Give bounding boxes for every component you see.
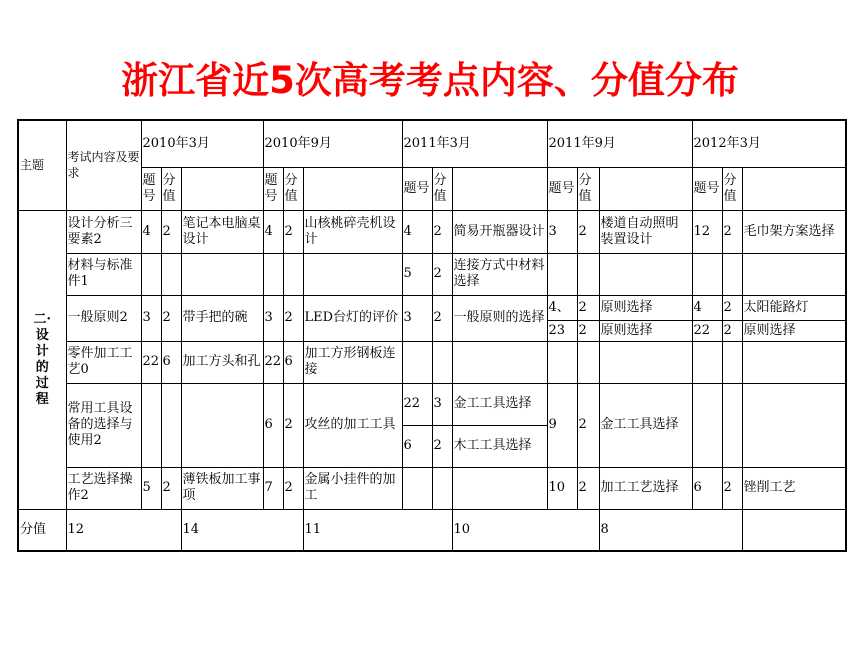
q-no-cell: 23 (547, 320, 577, 341)
score-cell: 6 (283, 341, 303, 383)
score-cell (161, 383, 181, 467)
score-cell: 2 (722, 467, 742, 509)
score-cell: 2 (432, 253, 452, 295)
question-cell (742, 253, 846, 295)
question-cell: 原则选择 (742, 320, 846, 341)
question-cell: 金工工具选择 (599, 383, 692, 467)
question-cell: 锉削工艺 (742, 467, 846, 509)
header-blank (742, 167, 846, 210)
score-cell (722, 383, 742, 467)
score-total-2012-03: 8 (599, 509, 742, 551)
score-total-2011-09: 10 (452, 509, 599, 551)
question-cell: 金工工具选择 (452, 383, 547, 425)
question-cell: 攻丝的加工工具 (303, 383, 402, 467)
question-cell: 原则选择 (599, 295, 692, 320)
score-cell (577, 341, 599, 383)
q-no-cell (547, 341, 577, 383)
score-cell: 2 (577, 210, 599, 253)
q-no-cell: 7 (263, 467, 283, 509)
score-cell (722, 253, 742, 295)
header-score: 分值 (161, 167, 181, 210)
score-cell: 2 (432, 425, 452, 467)
q-no-cell: 3 (263, 295, 283, 341)
topic-char: 的 (35, 359, 49, 375)
q-no-cell (263, 253, 283, 295)
q-no-cell: 5 (141, 467, 161, 509)
q-no-cell (692, 383, 722, 467)
question-cell: 加工方形钢板连接 (303, 341, 402, 383)
q-no-cell (402, 341, 432, 383)
question-cell: 加工工艺选择 (599, 467, 692, 509)
score-cell: 2 (577, 467, 599, 509)
score-cell (432, 341, 452, 383)
question-cell: 薄铁板加工事项 (181, 467, 263, 509)
header-content: 考试内容及要求 (66, 120, 141, 210)
score-cell: 2 (283, 210, 303, 253)
header-year-2011-03: 2011年3月 (402, 120, 547, 167)
score-cell: 2 (432, 295, 452, 341)
score-cell: 2 (577, 383, 599, 467)
q-no-cell: 3 (141, 295, 161, 341)
question-cell: 太阳能路灯 (742, 295, 846, 320)
header-score: 分值 (722, 167, 742, 210)
q-no-cell: 22 (263, 341, 283, 383)
question-cell: 毛巾架方案选择 (742, 210, 846, 253)
topic-char: · (46, 311, 52, 327)
q-no-cell: 6 (263, 383, 283, 467)
q-no-cell (547, 253, 577, 295)
q-no-cell: 12 (692, 210, 722, 253)
header-year-2012-03: 2012年3月 (692, 120, 846, 167)
score-total-2010-09: 14 (181, 509, 303, 551)
question-cell (181, 383, 263, 467)
q-no-cell: 10 (547, 467, 577, 509)
q-no-cell: 4 (141, 210, 161, 253)
table-row (18, 295, 846, 320)
question-cell (303, 253, 402, 295)
topic-char: 二 (33, 311, 47, 327)
header-year-row (18, 120, 846, 167)
score-cell (577, 253, 599, 295)
header-score: 分值 (432, 167, 452, 210)
header-score: 分值 (283, 167, 303, 210)
topic-cell (18, 210, 66, 509)
q-no-cell: 4 (263, 210, 283, 253)
q-no-cell: 3 (547, 210, 577, 253)
score-cell: 2 (161, 467, 181, 509)
score-cell (283, 253, 303, 295)
q-no-cell: 4 (402, 210, 432, 253)
q-no-cell (141, 383, 161, 467)
header-q-no: 题号 (141, 167, 161, 210)
header-year-2010-03: 2010年3月 (141, 120, 263, 167)
question-cell: 一般原则的选择 (452, 295, 547, 341)
header-q-no: 题号 (263, 167, 283, 210)
q-no-cell: 9 (547, 383, 577, 467)
question-cell: LED台灯的评价 (303, 295, 402, 341)
content-cell: 零件加工工艺0 (66, 341, 141, 383)
content-cell: 材料与标准件1 (66, 253, 141, 295)
question-cell: 楼道自动照明装置设计 (599, 210, 692, 253)
table-row (18, 383, 846, 425)
score-cell: 2 (161, 295, 181, 341)
score-total-row (18, 509, 846, 551)
q-no-cell: 22 (141, 341, 161, 383)
table-row (18, 341, 846, 383)
q-no-cell: 4 (692, 295, 722, 320)
score-cell: 2 (577, 320, 599, 341)
page-title: 浙江省近5次高考考点内容、分值分布 (121, 59, 739, 102)
score-label: 分值 (18, 509, 66, 551)
question-cell: 笔记本电脑桌设计 (181, 210, 263, 253)
score-cell: 3 (432, 383, 452, 425)
question-cell (742, 341, 846, 383)
exam-distribution-table (17, 119, 847, 552)
topic-char: 过 (35, 375, 49, 391)
header-score: 分值 (577, 167, 599, 210)
score-cell: 6 (161, 341, 181, 383)
content-cell: 一般原则2 (66, 295, 141, 341)
header-q-no: 题号 (402, 167, 432, 210)
score-cell: 2 (283, 383, 303, 467)
question-cell: 原则选择 (599, 320, 692, 341)
content-cell: 常用工具设备的选择与使用2 (66, 383, 141, 467)
q-no-cell: 6 (692, 467, 722, 509)
q-no-cell: 3 (402, 295, 432, 341)
score-total-2010-03: 12 (66, 509, 181, 551)
table-row (18, 210, 846, 253)
q-no-cell: 6 (402, 425, 432, 467)
table-row (18, 253, 846, 295)
table-row (18, 467, 846, 509)
header-year-2010-09: 2010年9月 (263, 120, 402, 167)
q-no-cell (402, 467, 432, 509)
topic-char: 计 (35, 343, 49, 359)
score-cell (161, 253, 181, 295)
score-cell: 2 (283, 295, 303, 341)
header-blank (303, 167, 402, 210)
question-cell (181, 253, 263, 295)
topic-char: 设 (35, 327, 49, 343)
score-cell: 2 (577, 295, 599, 320)
header-q-no: 题号 (692, 167, 722, 210)
question-cell: 连接方式中材料选择 (452, 253, 547, 295)
header-year-2011-09: 2011年9月 (547, 120, 692, 167)
content-cell: 工艺选择操作2 (66, 467, 141, 509)
header-q-no: 题号 (547, 167, 577, 210)
question-cell (452, 341, 547, 383)
header-blank (181, 167, 263, 210)
score-total-2011-03: 11 (303, 509, 452, 551)
topic-char: 程 (35, 391, 49, 407)
score-cell: 2 (432, 210, 452, 253)
header-topic: 主题 (18, 120, 66, 210)
score-cell: 2 (722, 320, 742, 341)
score-cell (432, 467, 452, 509)
score-cell: 2 (161, 210, 181, 253)
question-cell (452, 467, 547, 509)
question-cell: 加工方头和孔 (181, 341, 263, 383)
q-no-cell: 4、 (547, 295, 577, 320)
q-no-cell (692, 253, 722, 295)
content-cell: 设计分析三要素2 (66, 210, 141, 253)
score-cell: 2 (722, 295, 742, 320)
question-cell: 简易开瓶器设计 (452, 210, 547, 253)
q-no-cell (141, 253, 161, 295)
q-no-cell: 5 (402, 253, 432, 295)
q-no-cell (692, 341, 722, 383)
q-no-cell: 22 (692, 320, 722, 341)
question-cell: 木工工具选择 (452, 425, 547, 467)
question-cell (599, 341, 692, 383)
question-cell: 金属小挂件的加工 (303, 467, 402, 509)
header-sub-row (18, 167, 846, 210)
q-no-cell: 22 (402, 383, 432, 425)
question-cell: 山核桃碎壳机设计 (303, 210, 402, 253)
question-cell (742, 383, 846, 467)
score-cell (722, 341, 742, 383)
score-cell: 2 (722, 210, 742, 253)
score-cell: 2 (283, 467, 303, 509)
header-blank (452, 167, 547, 210)
question-cell: 带手把的碗 (181, 295, 263, 341)
header-blank (599, 167, 692, 210)
question-cell (599, 253, 692, 295)
